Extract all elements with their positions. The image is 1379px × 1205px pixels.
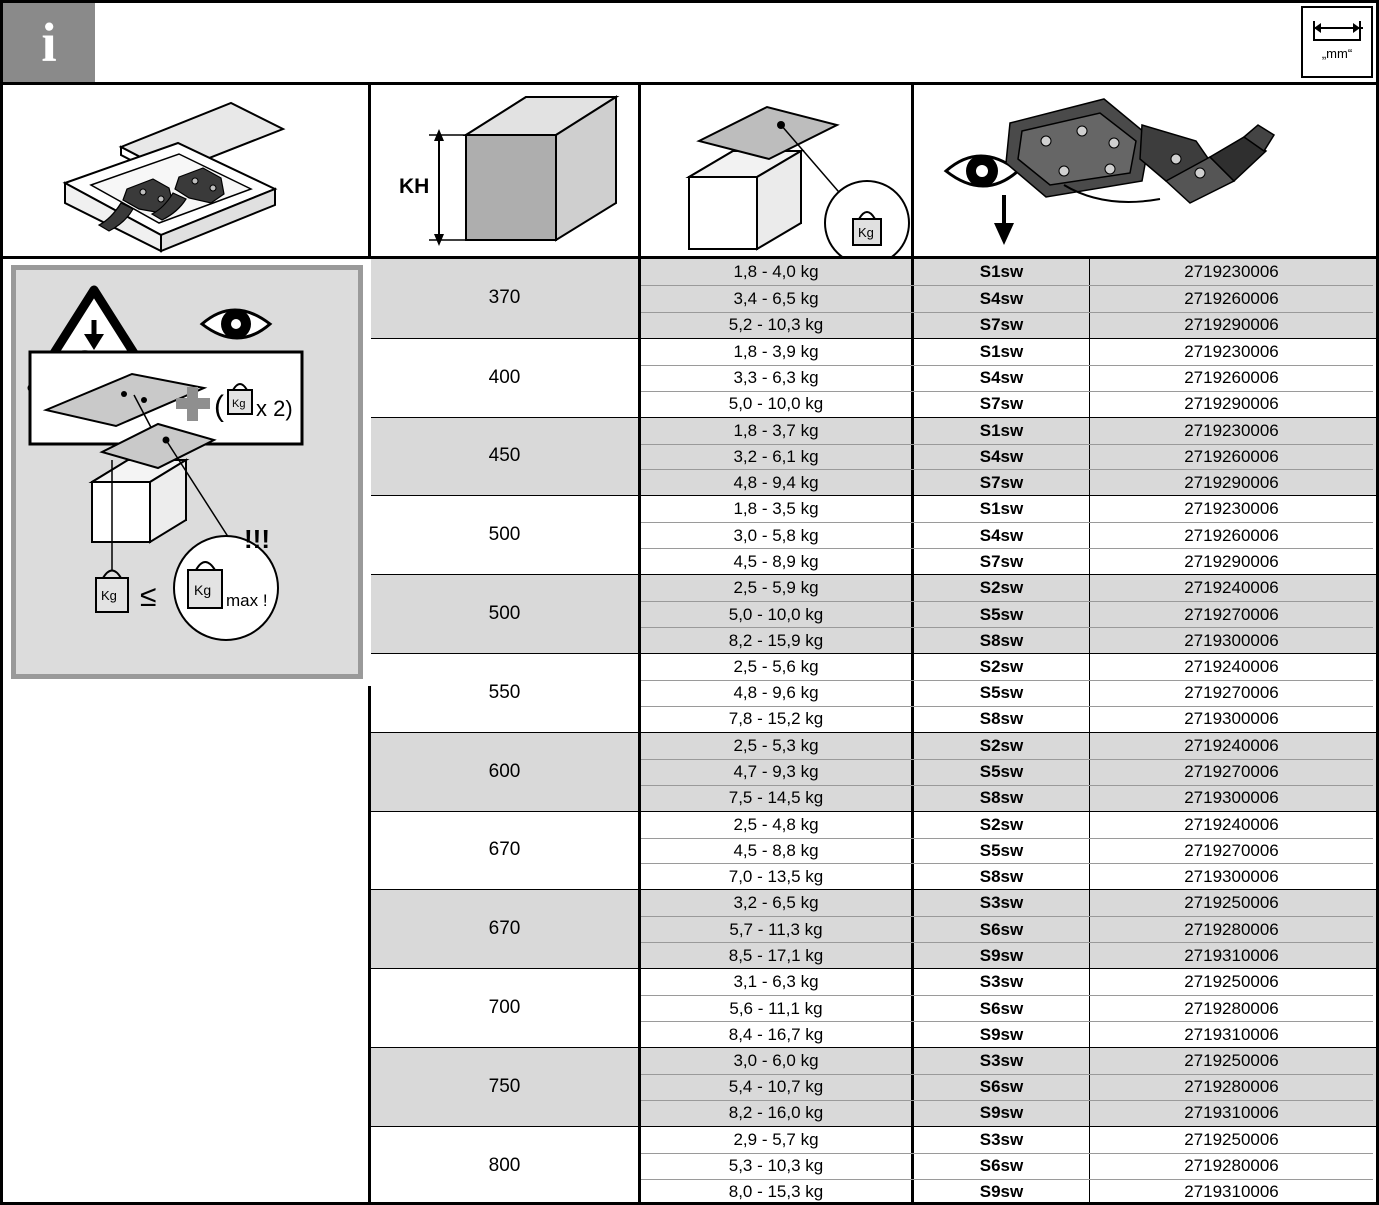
type-cell: S3sw: [914, 1048, 1090, 1074]
info-icon-glyph: i: [41, 12, 57, 73]
article-number-cell: 2719240006: [1184, 735, 1279, 755]
type-cell: S7sw: [914, 392, 1090, 417]
article-number-cell: 2719280006: [1184, 1077, 1279, 1097]
cabinet-height-cell: 450: [371, 418, 641, 496]
table-group-rows: [641, 259, 1373, 338]
unit-label: „mm“: [1321, 46, 1353, 61]
table-group: [371, 1047, 1376, 1126]
table-row: [641, 1048, 1373, 1074]
info-icon: [3, 3, 95, 82]
load-range-cell: 4,5 - 8,8 kg: [641, 839, 914, 864]
table-row: [641, 601, 1373, 627]
table-row: [641, 548, 1373, 574]
table-row: [641, 916, 1373, 942]
table-row: [641, 863, 1373, 889]
article-number-cell: 2719250006: [1184, 1129, 1279, 1149]
type-cell: S6sw: [914, 996, 1090, 1021]
article-number-cell: 2719270006: [1184, 840, 1279, 860]
type-cell: S9sw: [914, 1180, 1090, 1205]
load-range-cell: 2,5 - 4,8 kg: [641, 812, 914, 838]
article-number-cell: 2719270006: [1184, 604, 1279, 624]
left-blank-area: [3, 686, 371, 1205]
cabinet-height-cell: 800: [371, 1127, 641, 1205]
illustration-row: [3, 85, 1376, 259]
article-number-cell: 2719240006: [1184, 656, 1279, 676]
table-group-rows: [641, 339, 1373, 417]
table-row: [641, 890, 1373, 916]
type-cell: S2sw: [914, 733, 1090, 759]
article-number-cell: 2719260006: [1184, 288, 1279, 308]
article-number-cell: 2719240006: [1184, 578, 1279, 598]
unit-indicator: [1301, 6, 1373, 78]
table-group: [371, 495, 1376, 574]
type-cell: S4sw: [914, 366, 1090, 391]
article-number-cell: 2719310006: [1184, 1182, 1279, 1202]
table-row: [641, 1153, 1373, 1179]
table-group: [371, 889, 1376, 968]
article-number-cell: 2719300006: [1184, 866, 1279, 886]
load-range-cell: 8,0 - 15,3 kg: [641, 1180, 914, 1205]
article-number-cell: 2719290006: [1184, 394, 1279, 414]
flap-weight-icon: [641, 85, 914, 256]
load-range-cell: 4,8 - 9,4 kg: [641, 470, 914, 495]
table-row: [641, 522, 1373, 548]
article-number-cell: 2719230006: [1184, 499, 1279, 519]
table-row: [641, 969, 1373, 995]
table-row: [641, 706, 1373, 732]
article-number-cell: 2719230006: [1184, 420, 1279, 440]
table-row: [641, 365, 1373, 391]
load-range-cell: 8,4 - 16,7 kg: [641, 1022, 914, 1047]
table-group: [371, 574, 1376, 653]
table-group: [371, 732, 1376, 811]
table-group: [371, 417, 1376, 496]
cabinet-height-cell: 500: [371, 496, 641, 574]
load-range-cell: 1,8 - 4,0 kg: [641, 259, 914, 285]
load-range-cell: 5,4 - 10,7 kg: [641, 1075, 914, 1100]
type-cell: S9sw: [914, 1101, 1090, 1126]
svg-text:Kg: Kg: [858, 225, 874, 240]
load-range-cell: 4,5 - 8,9 kg: [641, 549, 914, 574]
table-row: [641, 680, 1373, 706]
type-cell: S5sw: [914, 760, 1090, 785]
header-bar: [3, 3, 1376, 85]
article-number-cell: 2719230006: [1184, 341, 1279, 361]
table-row: [641, 812, 1373, 838]
table-group-rows: [641, 654, 1373, 732]
article-number-cell: 2719310006: [1184, 945, 1279, 965]
table-row: [641, 733, 1373, 759]
specification-table: [371, 259, 1376, 1205]
table-row: [641, 654, 1373, 680]
load-range-cell: 8,5 - 17,1 kg: [641, 943, 914, 968]
svg-text:x 2): x 2): [256, 396, 293, 421]
type-cell: S8sw: [914, 628, 1090, 653]
type-cell: S1sw: [914, 418, 1090, 444]
type-cell: S6sw: [914, 1075, 1090, 1100]
article-number-cell: 2719270006: [1184, 762, 1279, 782]
table-row: [641, 469, 1373, 495]
flap-weight-illustration-cell: [641, 85, 914, 256]
load-range-cell: 5,6 - 11,1 kg: [641, 996, 914, 1021]
load-range-cell: 8,2 - 15,9 kg: [641, 628, 914, 653]
article-number-cell: 2719240006: [1184, 814, 1279, 834]
svg-text:!!!: !!!: [244, 524, 270, 554]
table-row: [641, 339, 1373, 365]
type-cell: S7sw: [914, 313, 1090, 338]
article-number-cell: 2719290006: [1184, 551, 1279, 571]
article-number-cell: 2719280006: [1184, 998, 1279, 1018]
article-number-cell: 2719300006: [1184, 709, 1279, 729]
load-range-cell: 1,8 - 3,9 kg: [641, 339, 914, 365]
cabinet-height-cell: 750: [371, 1048, 641, 1126]
table-row: [641, 1074, 1373, 1100]
type-cell: S4sw: [914, 286, 1090, 311]
cabinet-height-cell: 600: [371, 733, 641, 811]
type-cell: S9sw: [914, 1022, 1090, 1047]
article-number-cell: 2719280006: [1184, 1156, 1279, 1176]
load-range-cell: 3,0 - 6,0 kg: [641, 1048, 914, 1074]
table-row: [641, 1100, 1373, 1126]
table-group-rows: [641, 496, 1373, 574]
kh-label: KH: [399, 175, 430, 198]
type-cell: S9sw: [914, 943, 1090, 968]
cabinet-height-cell: 700: [371, 969, 641, 1047]
table-group-rows: [641, 1048, 1373, 1126]
cabinet-height-illustration-cell: [371, 85, 641, 256]
packaging-illustration-cell: [3, 85, 371, 256]
table-row: [641, 496, 1373, 522]
table-group: [371, 968, 1376, 1047]
cabinet-height-cell: 550: [371, 654, 641, 732]
type-cell: S1sw: [914, 259, 1090, 285]
article-number-cell: 2719270006: [1184, 683, 1279, 703]
type-cell: S2sw: [914, 812, 1090, 838]
load-range-cell: 2,5 - 5,9 kg: [641, 575, 914, 601]
table-group-rows: [641, 1127, 1373, 1205]
table-row: [641, 259, 1373, 285]
type-cell: S8sw: [914, 864, 1090, 889]
load-range-cell: 5,2 - 10,3 kg: [641, 313, 914, 338]
type-cell: S1sw: [914, 339, 1090, 365]
table-group: [371, 259, 1376, 338]
type-cell: S2sw: [914, 654, 1090, 680]
load-range-cell: 5,0 - 10,0 kg: [641, 602, 914, 627]
type-cell: S3sw: [914, 969, 1090, 995]
type-cell: S3sw: [914, 890, 1090, 916]
load-range-cell: 7,0 - 13,5 kg: [641, 864, 914, 889]
table-row: [641, 285, 1373, 311]
article-number-cell: 2719310006: [1184, 1024, 1279, 1044]
load-range-cell: 3,4 - 6,5 kg: [641, 286, 914, 311]
type-cell: S6sw: [914, 917, 1090, 942]
load-range-cell: 3,3 - 6,3 kg: [641, 366, 914, 391]
svg-text:max !: max !: [226, 591, 268, 610]
packaging-box-icon: [3, 85, 371, 256]
load-range-cell: 8,2 - 16,0 kg: [641, 1101, 914, 1126]
load-range-cell: 2,5 - 5,6 kg: [641, 654, 914, 680]
table-row: [641, 444, 1373, 470]
table-group-rows: [641, 812, 1373, 890]
svg-text:≤: ≤: [140, 580, 157, 613]
type-cell: S2sw: [914, 575, 1090, 601]
load-range-cell: 3,2 - 6,1 kg: [641, 445, 914, 470]
type-cell: S3sw: [914, 1127, 1090, 1153]
warning-panel: [11, 265, 363, 679]
load-range-cell: 5,0 - 10,0 kg: [641, 392, 914, 417]
type-cell: S8sw: [914, 786, 1090, 811]
svg-text:(: (: [214, 390, 224, 423]
table-row: [641, 759, 1373, 785]
load-range-cell: 4,8 - 9,6 kg: [641, 681, 914, 706]
load-range-cell: 4,7 - 9,3 kg: [641, 760, 914, 785]
warning-panel-wrap: [6, 262, 368, 686]
table-group: [371, 338, 1376, 417]
table-group: [371, 1126, 1376, 1205]
type-cell: S7sw: [914, 549, 1090, 574]
article-number-cell: 2719310006: [1184, 1103, 1279, 1123]
table-row: [641, 575, 1373, 601]
table-row: [641, 312, 1373, 338]
type-cell: S5sw: [914, 681, 1090, 706]
load-range-cell: 2,9 - 5,7 kg: [641, 1127, 914, 1153]
load-range-cell: 1,8 - 3,5 kg: [641, 496, 914, 522]
table-row: [641, 1127, 1373, 1153]
type-cell: S5sw: [914, 602, 1090, 627]
type-cell: S1sw: [914, 496, 1090, 522]
article-number-cell: 2719250006: [1184, 893, 1279, 913]
article-number-cell: 2719230006: [1184, 262, 1279, 282]
type-cell: S5sw: [914, 839, 1090, 864]
load-range-cell: 7,5 - 14,5 kg: [641, 786, 914, 811]
table-row: [641, 1179, 1373, 1205]
table-row: [641, 995, 1373, 1021]
table-group-rows: [641, 418, 1373, 496]
load-range-cell: 3,2 - 6,5 kg: [641, 890, 914, 916]
type-cell: S8sw: [914, 707, 1090, 732]
table-group-rows: [641, 969, 1373, 1047]
table-group: [371, 653, 1376, 732]
cabinet-height-cell: 670: [371, 890, 641, 968]
article-number-cell: 2719260006: [1184, 368, 1279, 388]
svg-text:Kg: Kg: [232, 398, 246, 410]
load-range-cell: 3,0 - 5,8 kg: [641, 523, 914, 548]
article-number-cell: 2719260006: [1184, 525, 1279, 545]
warning-panel-illustration: [16, 270, 358, 674]
table-row: [641, 1021, 1373, 1047]
load-range-cell: 7,8 - 15,2 kg: [641, 707, 914, 732]
table-row: [641, 418, 1373, 444]
table-row: [641, 785, 1373, 811]
load-range-cell: 2,5 - 5,3 kg: [641, 733, 914, 759]
load-range-cell: 5,7 - 11,3 kg: [641, 917, 914, 942]
cabinet-height-icon: [371, 85, 641, 256]
table-row: [641, 627, 1373, 653]
lift-mechanism-icon: [914, 85, 1376, 256]
load-range-cell: 1,8 - 3,7 kg: [641, 418, 914, 444]
article-number-cell: 2719300006: [1184, 788, 1279, 808]
table-group: [371, 811, 1376, 890]
cabinet-height-cell: 500: [371, 575, 641, 653]
article-number-cell: 2719250006: [1184, 972, 1279, 992]
article-number-cell: 2719250006: [1184, 1050, 1279, 1070]
article-number-cell: 2719280006: [1184, 919, 1279, 939]
table-group-rows: [641, 575, 1373, 653]
article-number-cell: 2719290006: [1184, 472, 1279, 492]
table-row: [641, 391, 1373, 417]
type-cell: S6sw: [914, 1154, 1090, 1179]
article-number-cell: 2719260006: [1184, 446, 1279, 466]
svg-text:Kg: Kg: [194, 582, 212, 598]
cabinet-height-cell: 370: [371, 259, 641, 338]
article-number-cell: 2719300006: [1184, 630, 1279, 650]
type-cell: S7sw: [914, 470, 1090, 495]
svg-text:Kg: Kg: [101, 588, 117, 603]
table-row: [641, 838, 1373, 864]
lift-mechanism-illustration-cell: [914, 85, 1376, 256]
type-cell: S4sw: [914, 445, 1090, 470]
table-group-rows: [641, 733, 1373, 811]
ruler-icon: [1313, 21, 1361, 41]
article-number-cell: 2719290006: [1184, 315, 1279, 335]
load-range-cell: 3,1 - 6,3 kg: [641, 969, 914, 995]
type-cell: S4sw: [914, 523, 1090, 548]
cabinet-height-cell: 400: [371, 339, 641, 417]
load-range-cell: 5,3 - 10,3 kg: [641, 1154, 914, 1179]
table-row: [641, 942, 1373, 968]
table-group-rows: [641, 890, 1373, 968]
cabinet-height-cell: 670: [371, 812, 641, 890]
